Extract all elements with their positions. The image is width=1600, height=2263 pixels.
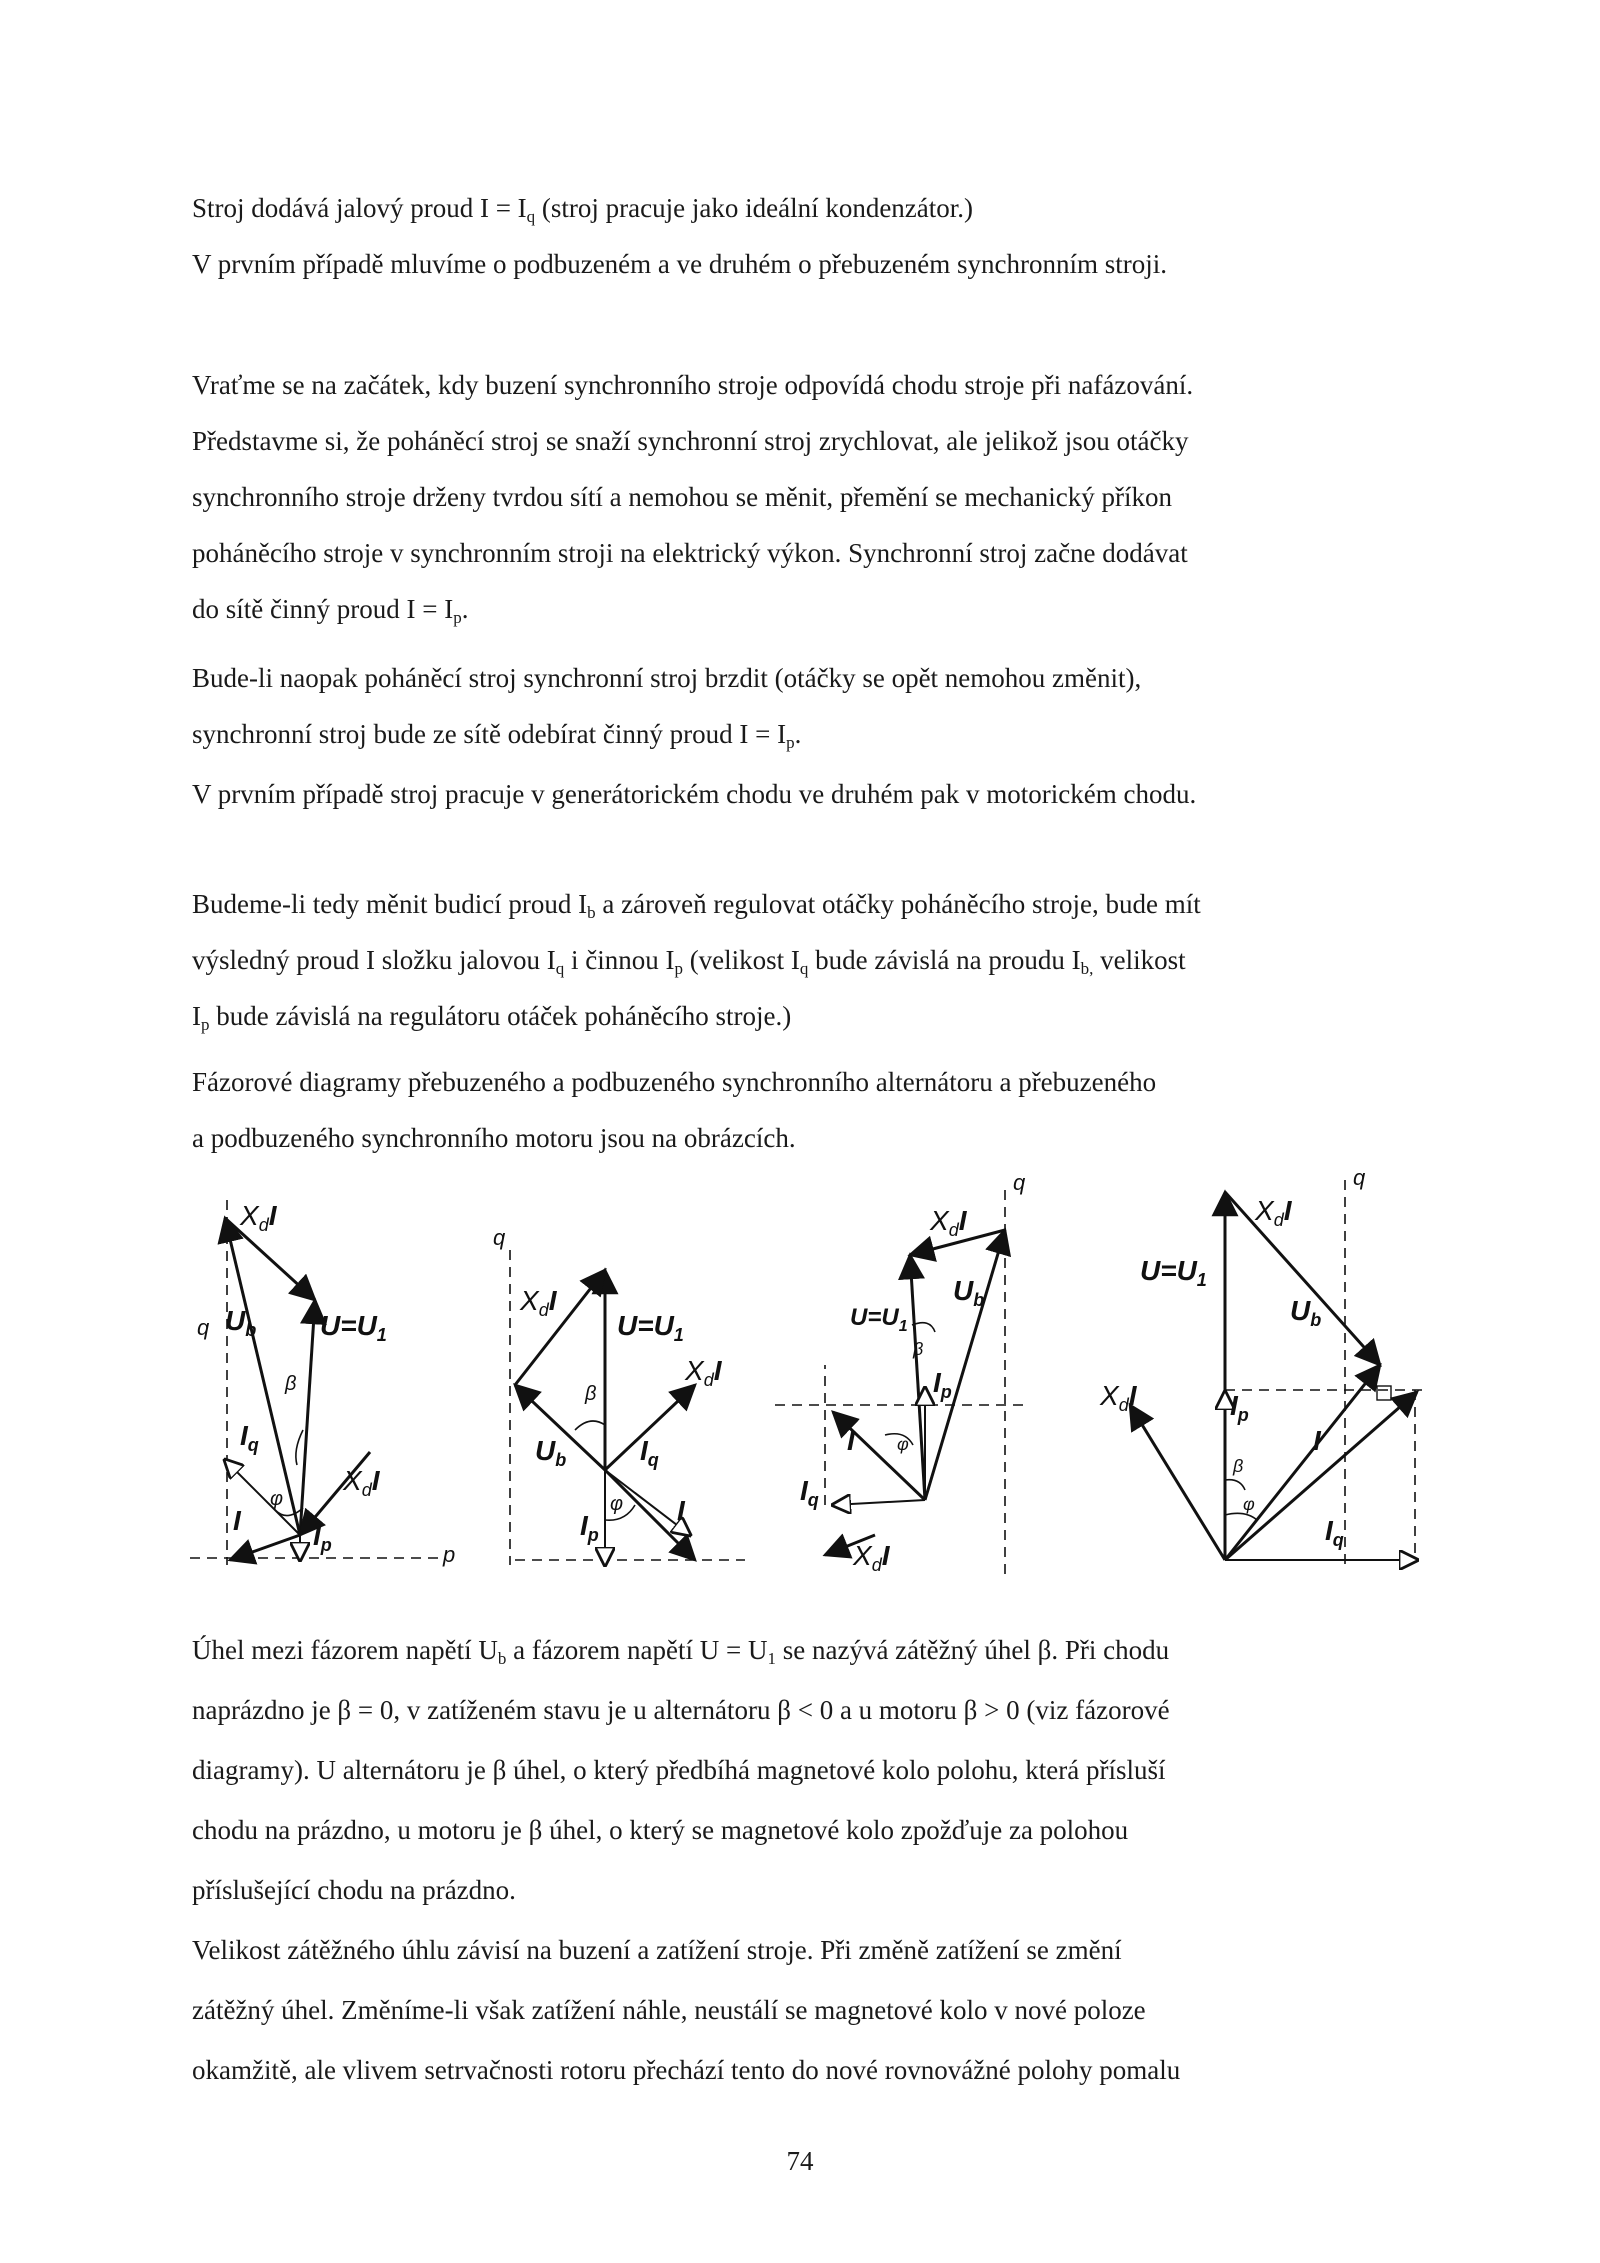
label-i: I <box>233 1505 241 1536</box>
figure-labels <box>197 1165 1366 1575</box>
label-ub: $U_b$ <box>535 1435 567 1470</box>
label-ip: $I_p$ <box>933 1367 952 1402</box>
text-line: Bude-li naopak poháněcí stroj synchronní stroj brzdit (otáčky se opět nemohou změnit), <box>192 663 1142 693</box>
label-i: I <box>847 1425 855 1456</box>
text-line: poháněcího stroje v synchronním stroji na elektrický výkon. Synchronní stroj začne dodávat <box>192 538 1188 568</box>
paragraph-1 <box>192 180 1452 292</box>
paragraph-6 <box>192 1054 1452 1166</box>
label-ub: $U_b$ <box>953 1275 985 1310</box>
label-beta: β <box>913 1339 924 1359</box>
label-axis-q: q <box>1013 1170 1026 1195</box>
text-line: $I_p$ bude závislá na regulátoru otáček poháněcího stroje.) <box>192 1001 792 1034</box>
paragraph-5 <box>192 876 1452 1044</box>
label-beta: β <box>285 1373 297 1395</box>
label-ip: $I_p$ <box>1230 1390 1249 1425</box>
paragraph-8 <box>192 1922 1452 2102</box>
label-phi: φ <box>610 1493 624 1515</box>
phasor-diagrams-svg <box>185 1160 1430 1580</box>
text-line: zátěžný úhel. Změníme-li však zatížení náhle, neustálí se magnetové kolo v nové poloze <box>192 1995 1146 2025</box>
label-i: I <box>677 1495 685 1526</box>
label-ip: $I_p$ <box>580 1510 599 1545</box>
label-axis-q: q <box>1353 1165 1366 1190</box>
paragraph-7 <box>192 1622 1452 1922</box>
label-i: I <box>1313 1425 1321 1456</box>
text-line: Stroj dodává jalový proud $I = I_q$ (stroj pracuje jako ideální kondenzátor.) <box>192 193 974 226</box>
label-xdi: $X_dI$ <box>240 1200 277 1235</box>
text-line: okamžitě, ale vlivem setrvačnosti rotoru přechází tento do nové rovnovážné polohy pomalu <box>192 2055 1181 2085</box>
label-axis-q: q <box>197 1315 210 1340</box>
label-iq: $I_q$ <box>1325 1515 1344 1550</box>
paragraph-4 <box>192 766 1452 822</box>
text-line: Úhel mezi fázorem napětí $U_b$ a fázorem napětí $U = U_1$ se nazývá zátěžný úhel β. Při chodu <box>192 1635 1170 1668</box>
label-ub: $U_b$ <box>225 1305 257 1340</box>
label-iq: $I_q$ <box>240 1420 259 1455</box>
label-phi: φ <box>897 1434 909 1454</box>
label-xdi: $X_dI$ <box>343 1465 380 1500</box>
diagram-3 <box>775 1190 1025 1575</box>
label-axis-p: p <box>443 1542 456 1567</box>
label-xdi: $X_dI$ <box>1100 1380 1137 1415</box>
text-line: příslušející chodu na prázdno. <box>192 1875 516 1905</box>
label-phi: φ <box>270 1488 284 1510</box>
diagram-1 <box>190 1200 440 1565</box>
text-line: Velikost zátěžného úhlu závisí na buzení a zatížení stroje. Při změně zatížení se změní <box>192 1935 1122 1965</box>
text-line: diagramy). U alternátoru je β úhel, o který předbíhá magnetové kolo polohu, která přísluší <box>192 1755 1166 1785</box>
label-xdi: $X_dI$ <box>853 1540 890 1575</box>
label-ub: $U_b$ <box>1290 1295 1322 1330</box>
label-iq: $I_q$ <box>800 1475 819 1510</box>
label-beta: β <box>585 1383 597 1405</box>
text-line: V prvním případě mluvíme o podbuzeném a ve druhém o přebuzeném synchronním stroji. <box>192 249 1168 279</box>
label-xdi: $X_dI$ <box>520 1285 557 1320</box>
paragraph-2 <box>192 357 1452 637</box>
text-line: chodu na prázdno, u motoru je β úhel, o který se magnetové kolo zpožďuje za polohou <box>192 1815 1129 1845</box>
paragraph-3 <box>192 650 1452 762</box>
phasor-diagrams-figure <box>185 1160 1430 1580</box>
text-line: Představme si, že poháněcí stroj se snaží synchronní stroj zrychlovat, ale jelikož jsou otáčky <box>192 426 1189 456</box>
label-axis-q: q <box>493 1225 506 1250</box>
diagram-4 <box>1130 1180 1425 1565</box>
page-number: 74 <box>786 2146 814 2176</box>
label-phi: φ <box>1243 1494 1255 1514</box>
label-u-u1: $U=U_1$ <box>320 1310 387 1345</box>
text-line: V prvním případě stroj pracuje v generátorickém chodu ve druhém pak v motorickém chodu. <box>192 779 1197 809</box>
text-line: synchronní stroj bude ze sítě odebírat činný proud $I = I_p$. <box>192 719 802 752</box>
text-line: Vraťme se na začátek, kdy buzení synchronního stroje odpovídá chodu stroje při nafázování. <box>192 370 1194 400</box>
text-line: synchronního stroje drženy tvrdou sítí a nemohou se měnit, přemění se mechanický příkon <box>192 482 1173 512</box>
text-line: a podbuzeného synchronního motoru jsou na obrázcích. <box>192 1123 796 1153</box>
text-line: Fázorové diagramy přebuzeného a podbuzeného synchronního alternátoru a přebuzeného <box>192 1067 1157 1097</box>
label-xdi: $X_dI$ <box>685 1355 722 1390</box>
label-beta: β <box>1233 1456 1244 1476</box>
label-xdi: $X_dI$ <box>1255 1195 1292 1230</box>
text-line: naprázdno je β = 0, v zatíženém stavu je u alternátoru β < 0 a u motoru β > 0 (viz fázorové <box>192 1695 1170 1725</box>
label-ip: $I_p$ <box>313 1520 332 1555</box>
label-iq: $I_q$ <box>640 1435 659 1470</box>
label-u-u1: $U=U_1$ <box>1140 1255 1207 1290</box>
label-u-u1: $U=U_1$ <box>850 1304 908 1335</box>
text-line: do sítě činný proud $I = I_p$. <box>192 594 469 627</box>
diagram-2 <box>510 1250 745 1565</box>
text-line: výsledný proud I složku jalovou $I_q$ i činnou $I_p$ (velikost $I_q$ bude závislá na proudu $I_{b,}$ velikost <box>192 945 1186 978</box>
label-u-u1: $U=U_1$ <box>617 1310 684 1345</box>
label-xdi: $X_dI$ <box>930 1205 967 1240</box>
text-line: Budeme-li tedy měnit budicí proud $I_b$ a zároveň regulovat otáčky poháněcího stroje, bude mít <box>192 889 1201 922</box>
